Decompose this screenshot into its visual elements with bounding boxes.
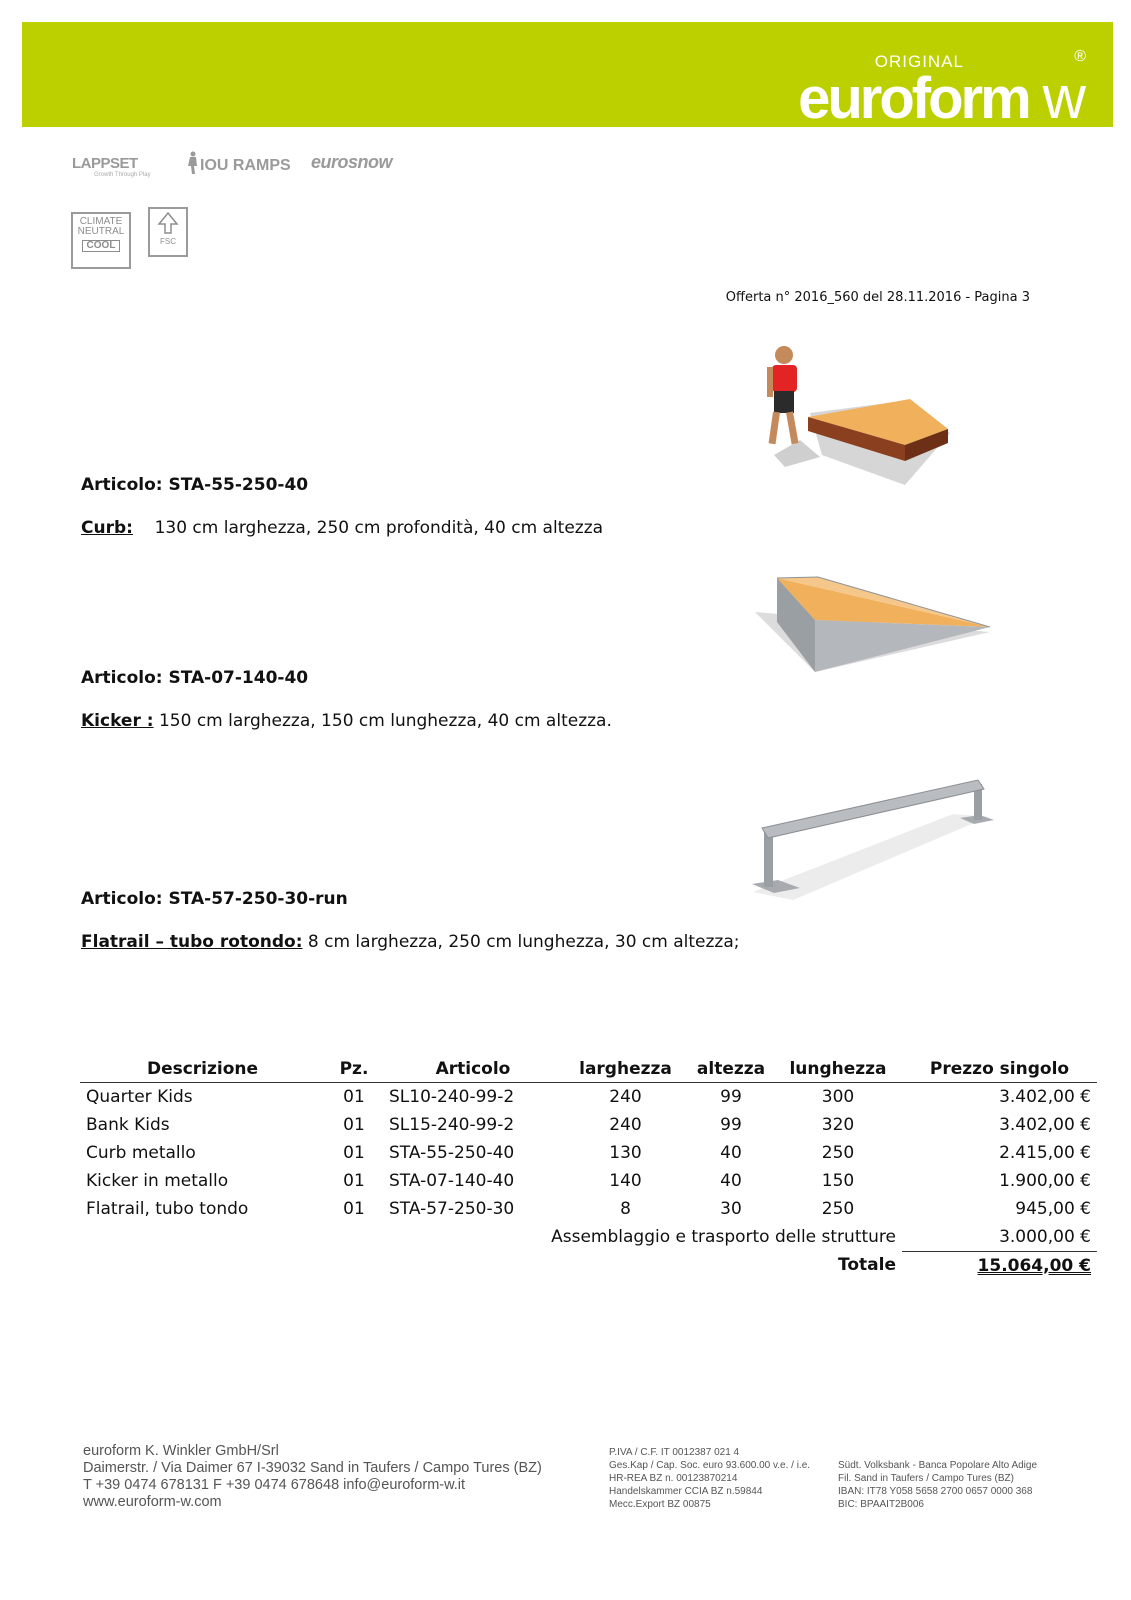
footer-chamber: Handelskammer CCIA BZ n.59844 bbox=[609, 1486, 763, 1497]
euroform-logo bbox=[726, 30, 1086, 131]
price-table bbox=[80, 1055, 1097, 1280]
climate-neutral-badge bbox=[71, 212, 131, 269]
footer-branch: Fil. Sand in Taufers / Campo Tures (BZ) bbox=[838, 1473, 1014, 1484]
footer-export: Mecc.Export BZ 00875 bbox=[609, 1499, 711, 1510]
article-desc-1 bbox=[81, 518, 603, 538]
article-desc-2 bbox=[81, 711, 612, 731]
cell-altezza: 99 bbox=[720, 1114, 742, 1135]
article-text-3: 8 cm larghezza, 250 cm lunghezza, 30 cm altezza; bbox=[307, 932, 740, 952]
footer-address: Daimerstr. / Via Daimer 67 I-39032 Sand in Taufers / Campo Tures (BZ) bbox=[83, 1460, 542, 1476]
footer-web: www.euroform-w.com bbox=[83, 1494, 222, 1510]
header-altezza: altezza bbox=[688, 1055, 774, 1083]
eurosnow-text: eurosnow bbox=[311, 152, 393, 172]
cool-text: COOL bbox=[82, 240, 120, 252]
cell-articolo: SL15-240-99-2 bbox=[389, 1114, 515, 1135]
cell-lunghezza: 150 bbox=[821, 1170, 855, 1191]
footer-piva: P.IVA / C.F. IT 0012387 021 4 bbox=[609, 1447, 740, 1458]
footer-bic: BIC: BPAAIT2B006 bbox=[838, 1499, 924, 1510]
cell-pz: 01 bbox=[343, 1114, 365, 1135]
logo-original-text: ORIGINAL bbox=[874, 52, 964, 71]
cell-larghezza: 240 bbox=[609, 1114, 642, 1135]
cell-lunghezza: 250 bbox=[821, 1198, 855, 1219]
total-row bbox=[80, 1252, 1097, 1281]
cell-lunghezza: 300 bbox=[821, 1086, 855, 1107]
article-text-2: 150 cm larghezza, 150 cm lunghezza, 40 cm altezza. bbox=[158, 711, 612, 731]
article-text-1: 130 cm larghezza, 250 cm profondità, 40 cm altezza bbox=[154, 518, 604, 538]
cell-larghezza: 140 bbox=[609, 1170, 642, 1191]
article-code-3: Articolo: STA-57-250-30-run bbox=[81, 889, 348, 909]
iou-figure-icon bbox=[184, 151, 200, 173]
flatrail-illustration bbox=[748, 772, 998, 907]
cell-articolo: SL10-240-99-2 bbox=[389, 1086, 515, 1107]
cell-descrizione: Quarter Kids bbox=[86, 1086, 193, 1107]
header-pz: Pz. bbox=[325, 1055, 383, 1083]
logo-wordmark bbox=[798, 64, 1086, 131]
table-header-row bbox=[80, 1055, 1097, 1083]
cell-lunghezza: 250 bbox=[821, 1142, 855, 1163]
header-articolo: Articolo bbox=[383, 1055, 563, 1083]
footer-bank-block bbox=[838, 1459, 1037, 1511]
cell-articolo: STA-55-250-40 bbox=[389, 1142, 515, 1163]
footer-legal-block bbox=[609, 1446, 810, 1511]
cell-pz: 01 bbox=[343, 1142, 365, 1163]
cell-articolo: STA-57-250-30 bbox=[389, 1198, 515, 1219]
cell-prezzo: 3.402,00 € bbox=[999, 1086, 1091, 1107]
footer-company: euroform K. Winkler GmbH/Srl bbox=[83, 1443, 279, 1459]
assembly-row bbox=[80, 1223, 1097, 1252]
curb-illustration bbox=[760, 345, 960, 490]
footer-iban: IBAN: IT78 Y058 5658 2700 0657 0000 368 bbox=[838, 1486, 1033, 1497]
header-larghezza: larghezza bbox=[563, 1055, 688, 1083]
cell-descrizione: Curb metallo bbox=[86, 1142, 196, 1163]
fsc-badge bbox=[148, 207, 188, 257]
total-label: Totale bbox=[838, 1255, 896, 1276]
header-descrizione: Descrizione bbox=[80, 1055, 325, 1083]
logo-name: euroform bbox=[798, 66, 1029, 131]
article-desc-3 bbox=[81, 932, 740, 952]
cell-prezzo: 3.402,00 € bbox=[999, 1114, 1091, 1135]
cell-prezzo: 945,00 € bbox=[1015, 1198, 1091, 1219]
cell-pz: 01 bbox=[343, 1086, 365, 1107]
logo-w: w bbox=[1042, 64, 1086, 131]
table-row bbox=[80, 1167, 1097, 1195]
iou-text: IOU RAMPS bbox=[200, 157, 291, 174]
cell-articolo: STA-07-140-40 bbox=[389, 1170, 515, 1191]
lappset-tagline: Growth Through Play bbox=[94, 172, 151, 178]
article-label-1: Curb: bbox=[81, 518, 133, 538]
lappset-logo bbox=[72, 155, 151, 178]
footer-hrea: HR-REA BZ n. 00123870214 bbox=[609, 1473, 738, 1484]
fsc-tree-icon bbox=[153, 212, 183, 234]
cell-altezza: 40 bbox=[720, 1142, 742, 1163]
table-row bbox=[80, 1111, 1097, 1139]
total-value: 15.064,00 € bbox=[977, 1255, 1091, 1276]
header-lunghezza: lunghezza bbox=[774, 1055, 902, 1083]
cell-altezza: 99 bbox=[720, 1086, 742, 1107]
header-prezzo: Prezzo singolo bbox=[902, 1055, 1097, 1083]
cell-pz: 01 bbox=[343, 1170, 365, 1191]
article-code-2: Articolo: STA-07-140-40 bbox=[81, 668, 309, 688]
table-row bbox=[80, 1139, 1097, 1167]
offer-reference: Offerta n° 2016_560 del 28.11.2016 - Pagina 3 bbox=[725, 290, 1030, 305]
cell-altezza: 30 bbox=[720, 1198, 742, 1219]
table-row bbox=[80, 1083, 1097, 1112]
article-label-3: Flatrail – tubo rotondo: bbox=[81, 932, 303, 952]
footer-company-block bbox=[83, 1443, 542, 1511]
article-code-1: Articolo: STA-55-250-40 bbox=[81, 475, 309, 495]
table-row bbox=[80, 1195, 1097, 1223]
iou-ramps-logo bbox=[184, 151, 291, 175]
cell-larghezza: 240 bbox=[609, 1086, 642, 1107]
assembly-value: 3.000,00 € bbox=[902, 1223, 1097, 1252]
footer-phone: T +39 0474 678131 F +39 0474 678648 info@euroform-w.it bbox=[83, 1477, 466, 1493]
fsc-text: FSC bbox=[160, 237, 176, 246]
assembly-label: Assemblaggio e trasporto delle strutture bbox=[551, 1226, 896, 1247]
cell-larghezza: 130 bbox=[609, 1142, 642, 1163]
logo-registered-mark: ® bbox=[1074, 48, 1086, 65]
cell-descrizione: Bank Kids bbox=[86, 1114, 170, 1135]
cell-pz: 01 bbox=[343, 1198, 365, 1219]
kicker-illustration bbox=[755, 572, 995, 682]
article-label-2: Kicker : bbox=[81, 711, 154, 731]
cell-prezzo: 2.415,00 € bbox=[999, 1142, 1091, 1163]
footer-bank: Südt. Volksbank - Banca Popolare Alto Adige bbox=[838, 1460, 1038, 1471]
climate-neutral-text: CLIMATE NEUTRAL bbox=[77, 216, 125, 237]
cell-prezzo: 1.900,00 € bbox=[999, 1170, 1091, 1191]
cell-larghezza: 8 bbox=[620, 1198, 631, 1219]
footer-capital: Ges.Kap / Cap. Soc. euro 93.600.00 v.e. / i.e. bbox=[609, 1460, 811, 1471]
eurosnow-logo bbox=[311, 152, 392, 173]
cell-altezza: 40 bbox=[720, 1170, 742, 1191]
cell-lunghezza: 320 bbox=[821, 1114, 855, 1135]
lappset-text: LAPPSET bbox=[72, 155, 138, 172]
cell-descrizione: Kicker in metallo bbox=[86, 1170, 229, 1191]
cell-descrizione: Flatrail, tubo tondo bbox=[86, 1198, 249, 1219]
